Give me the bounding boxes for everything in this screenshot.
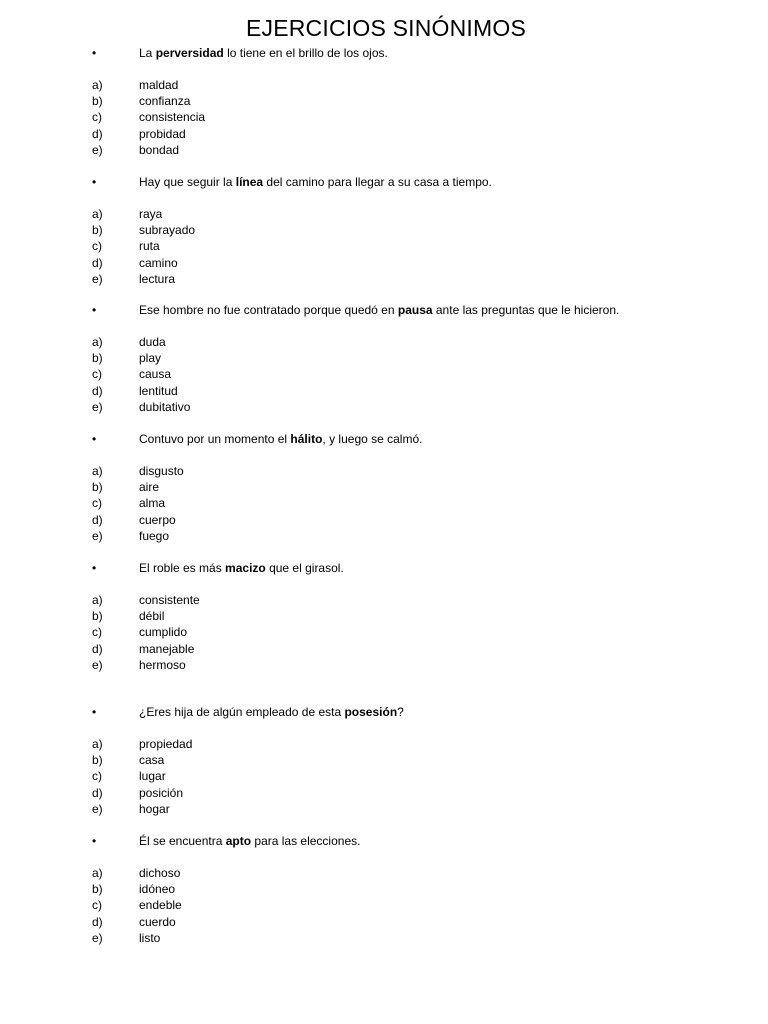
option-letter: c) — [92, 110, 102, 125]
question-text-after: ? — [397, 705, 404, 719]
question-text-before: La — [139, 46, 156, 60]
bullet-marker: • — [92, 175, 97, 189]
option-text: listo — [139, 930, 161, 945]
question-text-before: Contuvo por un momento el — [139, 432, 291, 446]
question-text-after: que el girasol. — [265, 561, 344, 575]
question-text — [139, 302, 619, 318]
bullet-marker: • — [92, 705, 97, 719]
bullet-marker: • — [92, 432, 97, 446]
option-text: subrayado — [139, 223, 196, 238]
option-text: camino — [139, 255, 178, 270]
option-letter: b) — [92, 351, 103, 366]
option-text: endeble — [139, 898, 182, 913]
question-text — [139, 174, 492, 190]
question-keyword: hálito — [290, 432, 323, 446]
option-letter: c) — [92, 367, 102, 382]
question-keyword: perversidad — [155, 46, 224, 60]
option-letter: c) — [92, 769, 102, 784]
option-letter: a) — [92, 737, 103, 751]
option-text: casa — [139, 753, 165, 768]
option-text: dubitativo — [139, 399, 191, 414]
question-text-before: Él se encuentra — [139, 834, 226, 848]
option-letter: c) — [92, 898, 102, 913]
option-text: ruta — [139, 239, 160, 254]
option-letter: a) — [92, 335, 103, 349]
option-text: duda — [139, 335, 166, 349]
option-text: alma — [139, 496, 166, 511]
option-letter: c) — [92, 625, 102, 640]
question-text — [139, 704, 404, 720]
option-text: manejable — [139, 641, 195, 656]
question-keyword: posesión — [344, 705, 398, 719]
option-letter: a) — [92, 207, 103, 221]
option-text: débil — [139, 609, 165, 624]
option-letter: d) — [92, 641, 103, 656]
option-letter: e) — [92, 801, 103, 816]
option-letter: e) — [92, 399, 103, 414]
option-text: cumplido — [139, 625, 188, 640]
option-letter: d) — [92, 255, 103, 270]
page-title: EJERCICIOS SINÓNIMOS — [245, 15, 527, 41]
option-letter: a) — [92, 78, 103, 92]
option-letter: b) — [92, 609, 103, 624]
option-letter: e) — [92, 528, 103, 543]
option-text: lugar — [139, 769, 166, 784]
question-keyword: pausa — [397, 303, 433, 317]
option-letter: a) — [92, 464, 103, 478]
bullet-marker: • — [92, 303, 97, 317]
option-text: hermoso — [139, 657, 186, 672]
question-text-after: para las elecciones. — [251, 834, 361, 848]
option-text: posición — [139, 785, 184, 800]
option-text: play — [139, 351, 162, 366]
option-text: lectura — [139, 271, 176, 286]
option-text: maldad — [139, 78, 179, 92]
question-text-before: El roble es más — [139, 561, 226, 575]
question-keyword: macizo — [225, 561, 266, 575]
option-text: causa — [139, 367, 172, 382]
bullet-marker: • — [92, 834, 97, 848]
option-letter: c) — [92, 239, 102, 254]
option-letter: b) — [92, 94, 103, 109]
question-text — [139, 431, 422, 447]
option-letter: d) — [92, 785, 103, 800]
option-text: confianza — [139, 94, 191, 109]
question-text-before: ¿Eres hija de algún empleado de esta — [139, 705, 345, 719]
option-letter: d) — [92, 512, 103, 527]
option-text: raya — [139, 207, 163, 221]
option-letter: b) — [92, 753, 103, 768]
option-letter: a) — [92, 593, 103, 607]
question-keyword: línea — [235, 175, 264, 189]
option-text: hogar — [139, 801, 170, 816]
option-text: cuerpo — [139, 512, 176, 527]
question-text — [139, 833, 360, 849]
option-text: probidad — [139, 126, 186, 141]
option-text: disgusto — [139, 464, 184, 478]
option-letter: e) — [92, 142, 103, 157]
option-letter: b) — [92, 223, 103, 238]
option-text: cuerdo — [139, 914, 176, 929]
option-text: consistente — [139, 593, 200, 607]
option-letter: b) — [92, 480, 103, 495]
bullet-marker: • — [92, 46, 97, 60]
question-text — [139, 45, 388, 61]
question-text-after: del camino para llegar a su casa a tiempo. — [263, 175, 492, 189]
option-text: bondad — [139, 142, 180, 157]
option-letter: c) — [92, 496, 102, 511]
option-letter: b) — [92, 882, 103, 897]
option-letter: d) — [92, 914, 103, 929]
option-letter: e) — [92, 930, 103, 945]
option-letter: a) — [92, 866, 103, 880]
question-text — [139, 560, 344, 576]
option-text: lentitud — [139, 383, 178, 398]
question-text-after: lo tiene en el brillo de los ojos. — [223, 46, 388, 60]
option-letter: e) — [92, 657, 103, 672]
option-text: fuego — [139, 528, 170, 543]
question-text-after: ante las preguntas que le hicieron. — [432, 303, 620, 317]
question-text-before: Hay que seguir la — [139, 175, 236, 189]
option-text: aire — [139, 480, 160, 495]
option-letter: d) — [92, 383, 103, 398]
option-text: consistencia — [139, 110, 206, 125]
option-text: idóneo — [139, 882, 176, 897]
option-letter: d) — [92, 126, 103, 141]
option-text: dichoso — [139, 866, 181, 880]
bullet-marker: • — [92, 561, 97, 575]
option-letter: e) — [92, 271, 103, 286]
question-text-before: Ese hombre no fue contratado porque quedó en — [139, 303, 398, 317]
question-text-after: , y luego se calmó. — [322, 432, 423, 446]
option-text: propiedad — [139, 737, 193, 751]
question-keyword: apto — [225, 834, 252, 848]
